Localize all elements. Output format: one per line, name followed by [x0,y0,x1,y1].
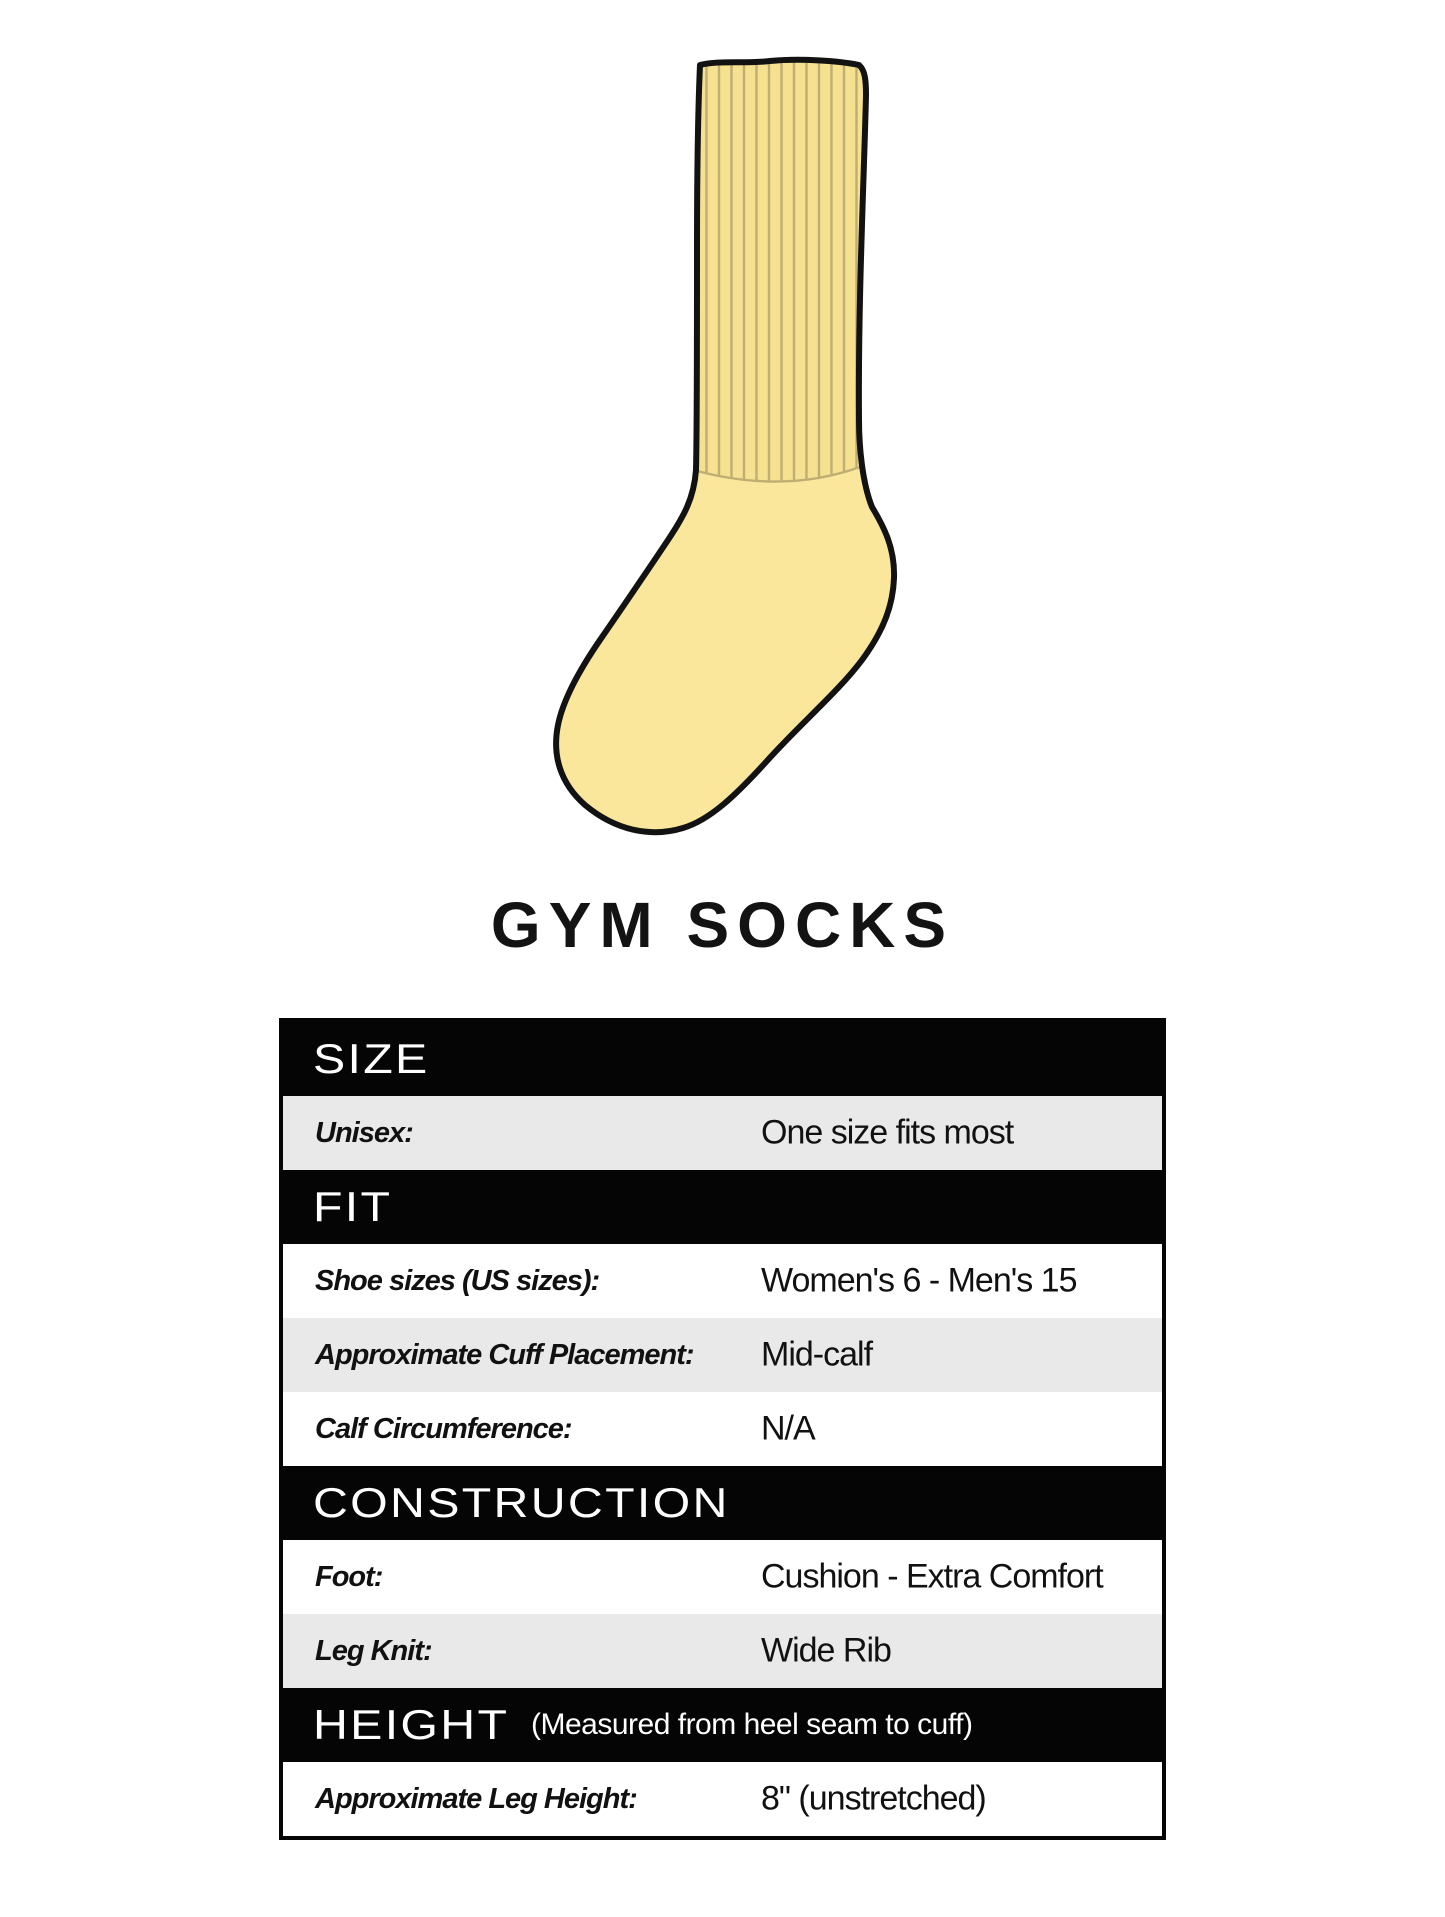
spec-label: Calf Circumference: [315,1412,572,1445]
spec-value: 8" (unstretched) [761,1779,986,1818]
spec-label: Shoe sizes (US sizes): [315,1264,600,1297]
spec-row-leg-height [283,1762,1162,1836]
spec-value: Cushion - Extra Comfort [761,1557,1103,1596]
section-header-size-label: SIZE [313,1035,430,1082]
spec-table [279,1018,1166,1840]
section-header-height-label: HEIGHT [313,1701,510,1748]
spec-value: Wide Rib [761,1631,891,1670]
spec-label: Unisex: [315,1116,413,1149]
section-header-construction-label: CONSTRUCTION [313,1479,730,1526]
spec-row-shoe-sizes [283,1244,1162,1318]
spec-value: Mid-calf [761,1335,873,1374]
spec-row-cuff-placement [283,1318,1162,1392]
spec-row-unisex [283,1096,1162,1170]
spec-row-leg-knit [283,1614,1162,1688]
spec-label: Approximate Cuff Placement: [315,1338,694,1371]
sock-illustration [500,30,950,870]
spec-row-calf-circumference [283,1392,1162,1466]
spec-value: Women's 6 - Men's 15 [761,1261,1077,1300]
section-header-fit-label: FIT [313,1183,393,1230]
section-header-construction [283,1466,1162,1540]
section-header-height [283,1688,1162,1762]
spec-label: Foot: [315,1560,383,1593]
section-header-fit [283,1170,1162,1244]
section-header-height-note: (Measured from heel seam to cuff) [531,1708,973,1741]
spec-label: Approximate Leg Height: [315,1782,637,1815]
spec-value: One size fits most [761,1113,1014,1152]
product-title: GYM SOCKS [490,889,955,961]
spec-row-foot [283,1540,1162,1614]
sock-foot-shape [556,467,894,832]
section-header-size [283,1022,1162,1096]
spec-label: Leg Knit: [315,1634,432,1667]
spec-value: N/A [761,1409,815,1448]
